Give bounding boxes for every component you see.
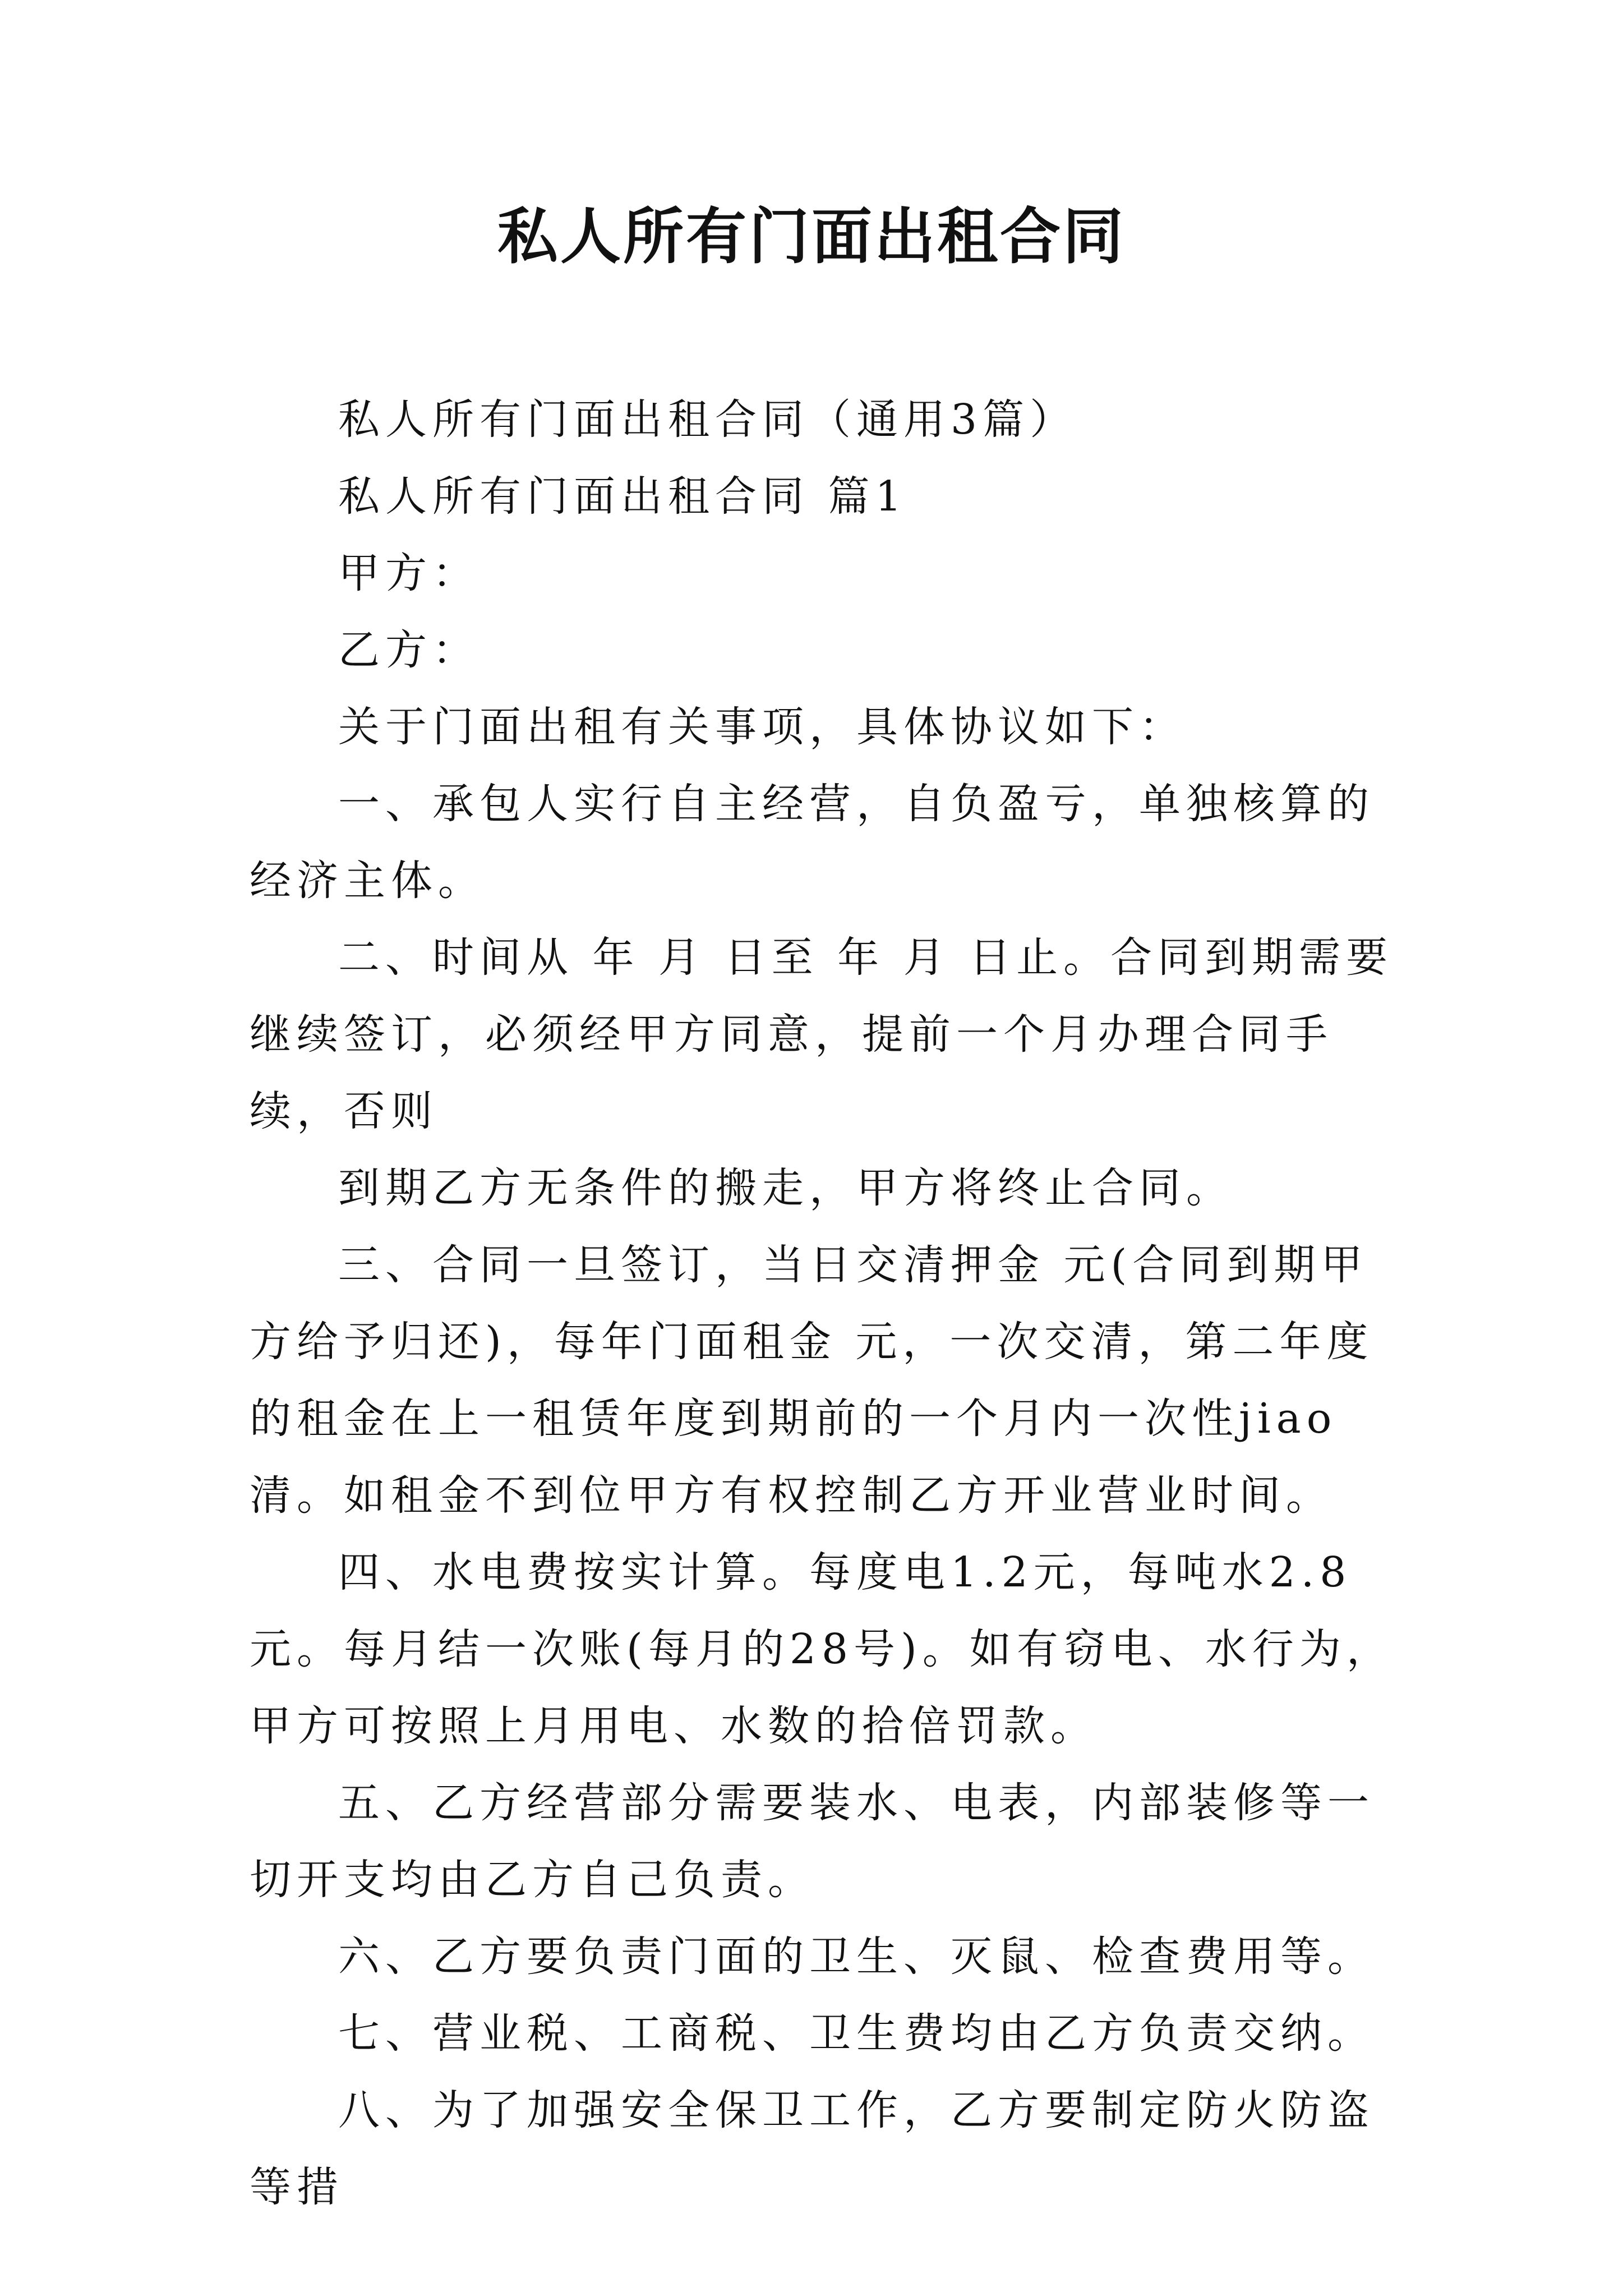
paragraph-clause-2: 二、时间从 年 月 日至 年 月 日止。合同到期需要继续签订，必须经甲方同意，提前一个月办理合同手续，否则 xyxy=(250,933,1394,1135)
paragraph-clause-7: 七、营业税、工商税、卫生费均由乙方负责交纳。 xyxy=(338,2009,1375,2058)
paragraph-clause-8: 八、为了加强安全保卫工作，乙方要制定防火防盗等措 xyxy=(250,2086,1375,2211)
paragraph-clause-5: 五、乙方经营部分需要装水、电表，内部装修等一切开支均由乙方自己负责。 xyxy=(250,1779,1375,1904)
paragraph-clause-1: 一、承包人实行自主经营，自负盈亏，单独核算的经济主体。 xyxy=(250,780,1375,905)
paragraph-party-a: 甲方： xyxy=(338,549,479,597)
paragraph-party-b: 乙方： xyxy=(338,626,479,674)
paragraph-clause-4: 四、水电费按实计算。每度电1.2元，每吨水2.8元。每月结一次账(每月的28号)。如有窃电、水行为，甲方可按照上月用电、水数的拾倍罚款。 xyxy=(250,1548,1394,1750)
document-title: 私人所有门面出租合同 xyxy=(497,201,1126,272)
paragraph-clause-2-continued: 到期乙方无条件的搬走，甲方将终止合同。 xyxy=(338,1164,1233,1212)
document-body xyxy=(250,381,1394,2226)
paragraph-clause-6: 六、乙方要负责门面的卫生、灭鼠、检查费用等。 xyxy=(338,1932,1375,1981)
paragraph-subtitle: 私人所有门面出租合同（通用3篇） xyxy=(338,395,1077,444)
paragraph-section-heading: 私人所有门面出租合同 篇1 xyxy=(338,472,907,521)
paragraph-intro: 关于门面出租有关事项，具体协议如下： xyxy=(338,703,1186,751)
paragraph-clause-3: 三、合同一旦签订，当日交清押金 元(合同到期甲方给予归还)，每年门面租金 元，一次交清，第二年度的租金在上一租赁年度到期前的一个月内一次性jiao清。如租金不到位甲方有权控制乙方开业营业时间。 xyxy=(250,1241,1374,1520)
